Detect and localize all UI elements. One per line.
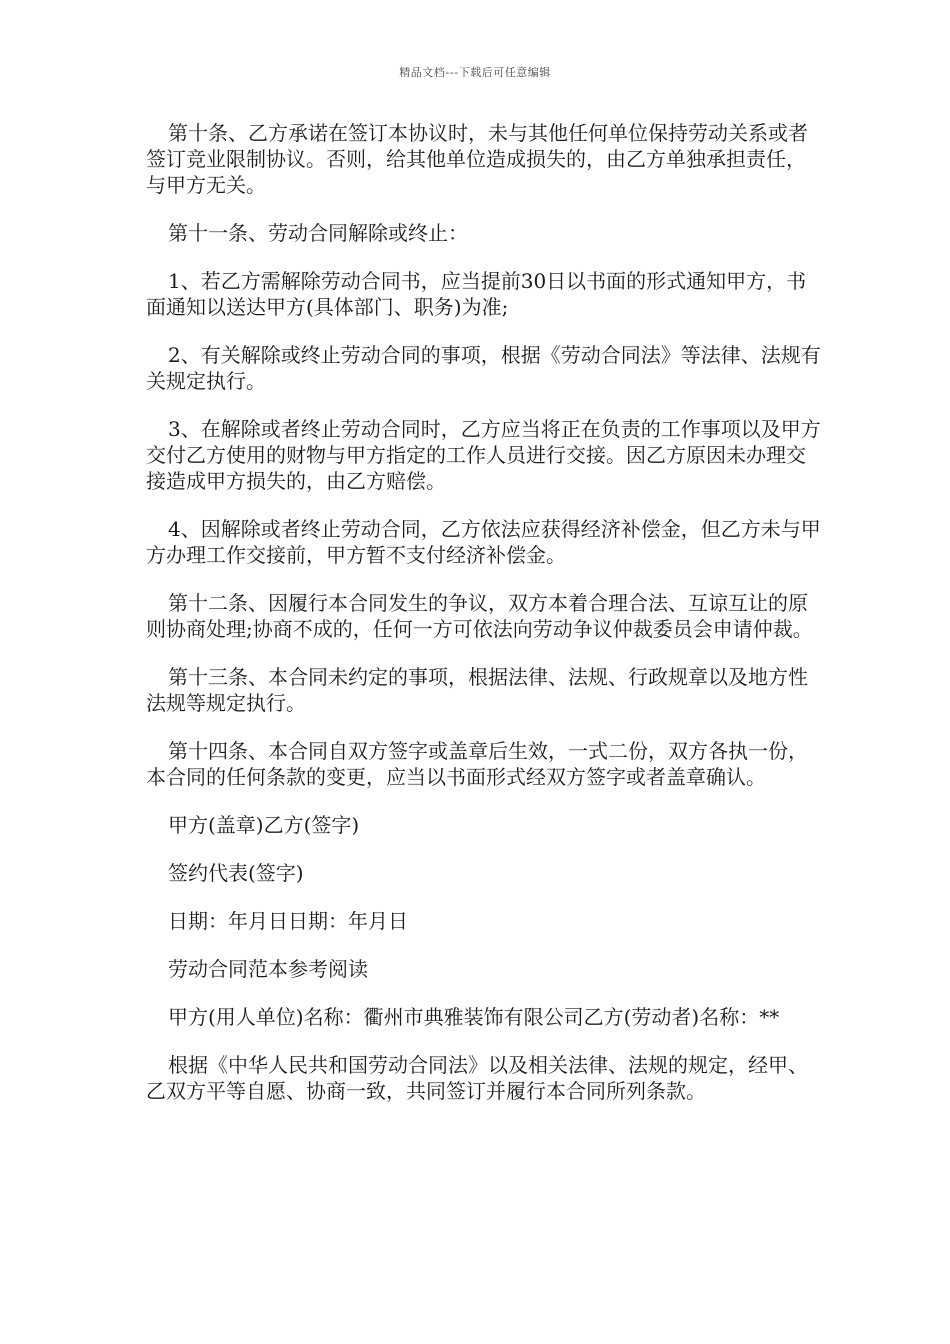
- paragraph-article-11-item-3: 3、在解除或者终止劳动合同时，乙方应当将正在负责的工作事项以及甲方交付乙方使用的财物与甲方指定的工作人员进行交接。因乙方原因未办理交接造成甲方损失的，由乙方赔偿。: [146, 417, 821, 493]
- paragraph-article-14: 第十四条、本合同自双方签字或盖章后生效，一式二份，双方各执一份，本合同的任何条款的变更，应当以书面形式经双方签字或者盖章确认。: [146, 739, 808, 789]
- document-body: [146, 120, 822, 1126]
- paragraph-article-11: 第十一条、劳动合同解除或终止：: [168, 221, 468, 245]
- page-header: 精品文档---下载后可任意编辑: [399, 66, 551, 79]
- paragraph-article-12: 第十二条、因履行本合同发生的争议，双方本着合理合法、互谅互让的原则协商处理;协商不成的，任何一方可依法向劳动争议仲裁委员会申请仲裁。: [146, 591, 813, 641]
- section-title-reference: 劳动合同范本参考阅读: [168, 957, 368, 981]
- paragraph-article-11-item-1: 1、若乙方需解除劳动合同书，应当提前30日以书面的形式通知甲方，书面通知以送达甲方(具体部门、职务)为准;: [146, 269, 807, 319]
- paragraph-legal-basis: 根据《中华人民共和国劳动合同法》以及相关法律、法规的规定，经甲、乙双方平等自愿、协商一致，共同签订并履行本合同所列条款。: [146, 1053, 808, 1103]
- signature-parties: 甲方(盖章)乙方(签字): [168, 813, 360, 837]
- paragraph-article-10: 第十条、乙方承诺在签订本协议时，未与其他任何单位保持劳动关系或者签订竞业限制协议。否则，给其他单位造成损失的，由乙方单独承担责任，与甲方无关。: [146, 121, 808, 197]
- signature-dates: 日期：年月日日期：年月日: [168, 909, 408, 933]
- paragraph-article-11-item-2: 2、有关解除或终止劳动合同的事项，根据《劳动合同法》等法律、法规有关规定执行。: [146, 343, 821, 393]
- paragraph-party-names: 甲方(用人单位)名称：衢州市典雅装饰有限公司乙方(劳动者)名称：**: [168, 1005, 780, 1029]
- paragraph-article-13: 第十三条、本合同未约定的事项，根据法律、法规、行政规章以及地方性法规等规定执行。: [146, 665, 808, 715]
- paragraph-article-11-item-4: 4、因解除或者终止劳动合同，乙方依法应获得经济补偿金，但乙方未与甲方办理工作交接前，甲方暂不支付经济补偿金。: [146, 517, 821, 567]
- signature-representative: 签约代表(签字): [168, 861, 304, 885]
